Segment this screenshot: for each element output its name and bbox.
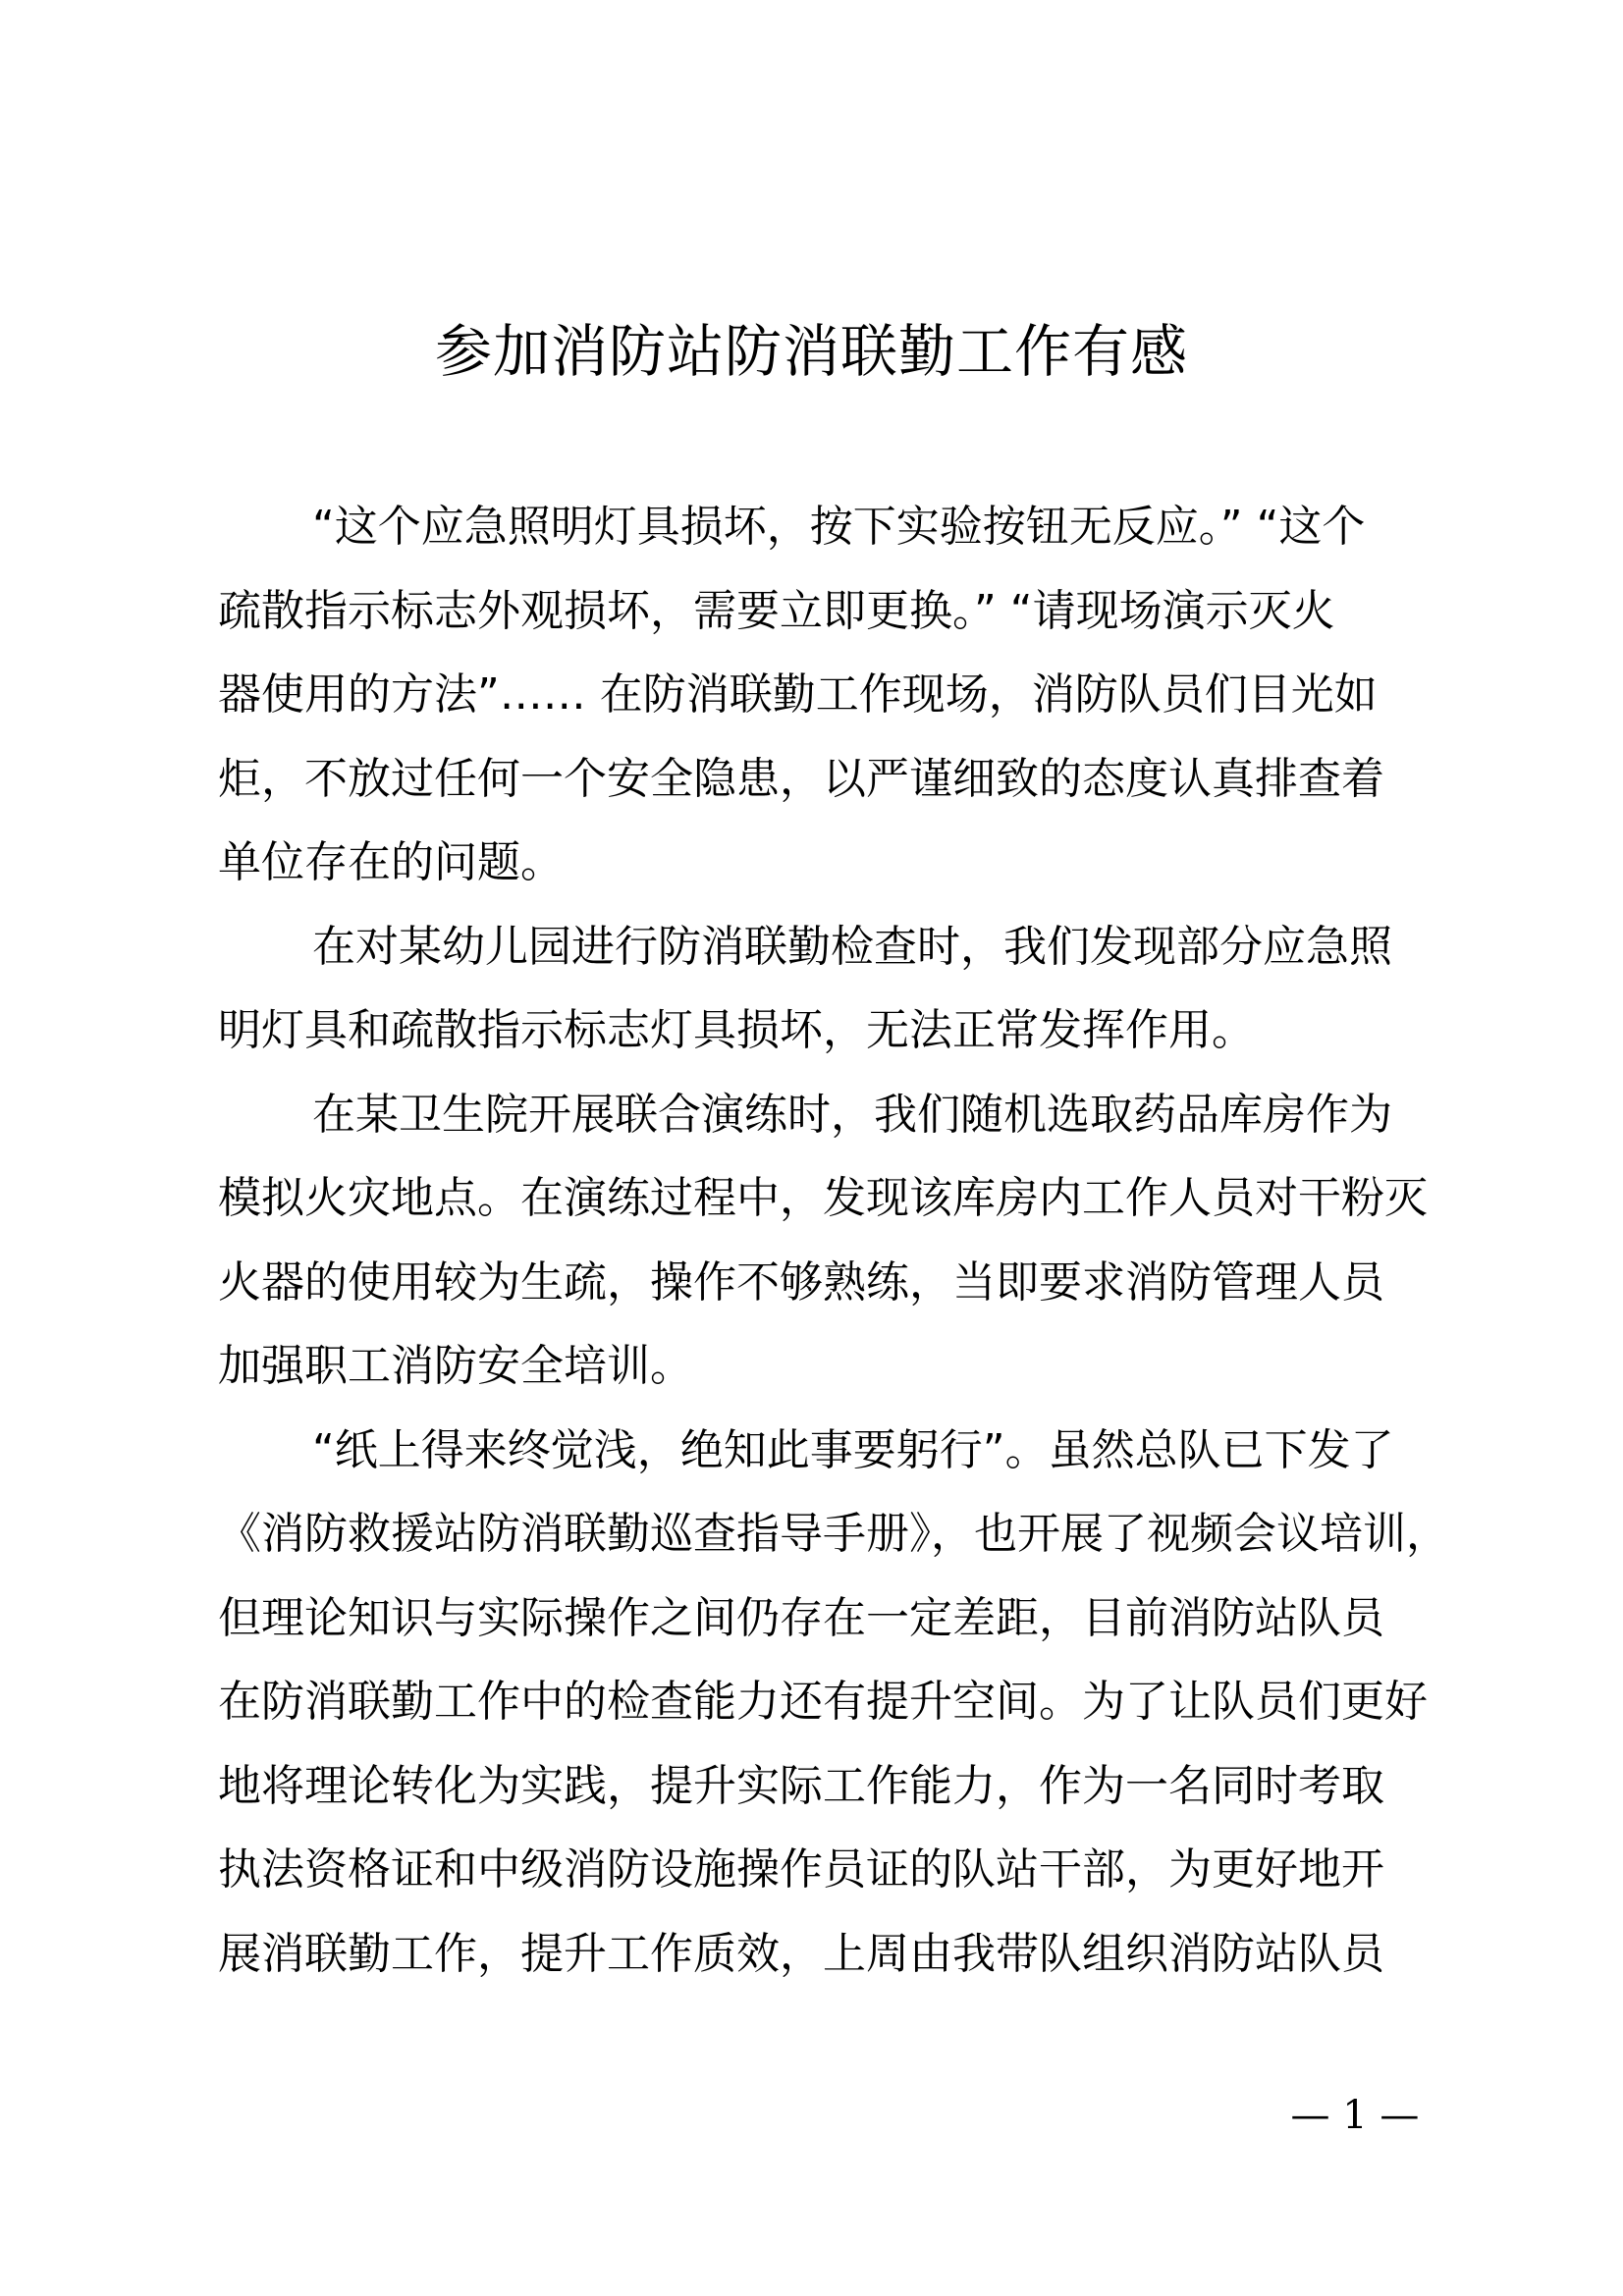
paragraph-3-line-2: 模拟火灾地点。在演练过程中，发现该库房内工作人员对干粉灭 bbox=[218, 1173, 1428, 1223]
paragraph-1-line-5: 单位存在的问题。 bbox=[218, 837, 564, 887]
paragraph-4-line-4: 在防消联勤工作中的检查能力还有提升空间。为了让队员们更好 bbox=[218, 1677, 1428, 1727]
paragraph-4-line-5: 地将理论转化为实践，提升实际工作能力，作为一名同时考取 bbox=[218, 1760, 1384, 1811]
page-number: — 1 — bbox=[1290, 2093, 1420, 2138]
document-body bbox=[218, 485, 1449, 1996]
paragraph-2-line-1: 在对某幼儿园进行防消联勤检查时，我们发现部分应急照 bbox=[312, 921, 1392, 972]
paragraph-1-line-2: 疏散指示标志外观损坏，需要立即更换。” “请现场演示灭火 bbox=[218, 585, 1335, 636]
paragraph-4-line-3: 但理论知识与实际操作之间仍存在一定差距，目前消防站队员 bbox=[218, 1592, 1384, 1643]
paragraph-4-line-1: “纸上得来终觉浅，绝知此事要躬行”。虽然总队已下发了 bbox=[312, 1424, 1394, 1475]
paragraph-3-line-4: 加强职工消防安全培训。 bbox=[218, 1341, 693, 1391]
paragraph-4-line-6: 执法资格证和中级消防设施操作员证的队站干部，为更好地开 bbox=[218, 1844, 1384, 1895]
paragraph-1-line-3: 器使用的方法”…… 在防消联勤工作现场，消防队员们目光如 bbox=[218, 669, 1378, 720]
paragraph-1-line-4: 炬，不放过任何一个安全隐患，以严谨细致的态度认真排查着 bbox=[218, 753, 1384, 804]
paragraph-2-line-2: 明灯具和疏散指示标志灯具损坏，无法正常发挥作用。 bbox=[218, 1005, 1255, 1055]
paragraph-1-line-1: “这个应急照明灯具损坏，按下实验按钮无反应。” “这个 bbox=[312, 502, 1366, 552]
paragraph-3-line-3: 火器的使用较为生疏，操作不够熟练，当即要求消防管理人员 bbox=[218, 1256, 1384, 1308]
page-title: 参加消防站防消联勤工作有感 bbox=[434, 318, 1188, 385]
paragraph-4-line-7: 展消联勤工作，提升工作质效，上周由我带队组织消防站队员 bbox=[218, 1928, 1384, 1979]
paragraph-3-line-1: 在某卫生院开展联合演练时，我们随机选取药品库房作为 bbox=[312, 1089, 1392, 1140]
paragraph-4-line-2: 《消防救援站防消联勤巡查指导手册》，也开展了视频会议培训， bbox=[218, 1509, 1449, 1559]
